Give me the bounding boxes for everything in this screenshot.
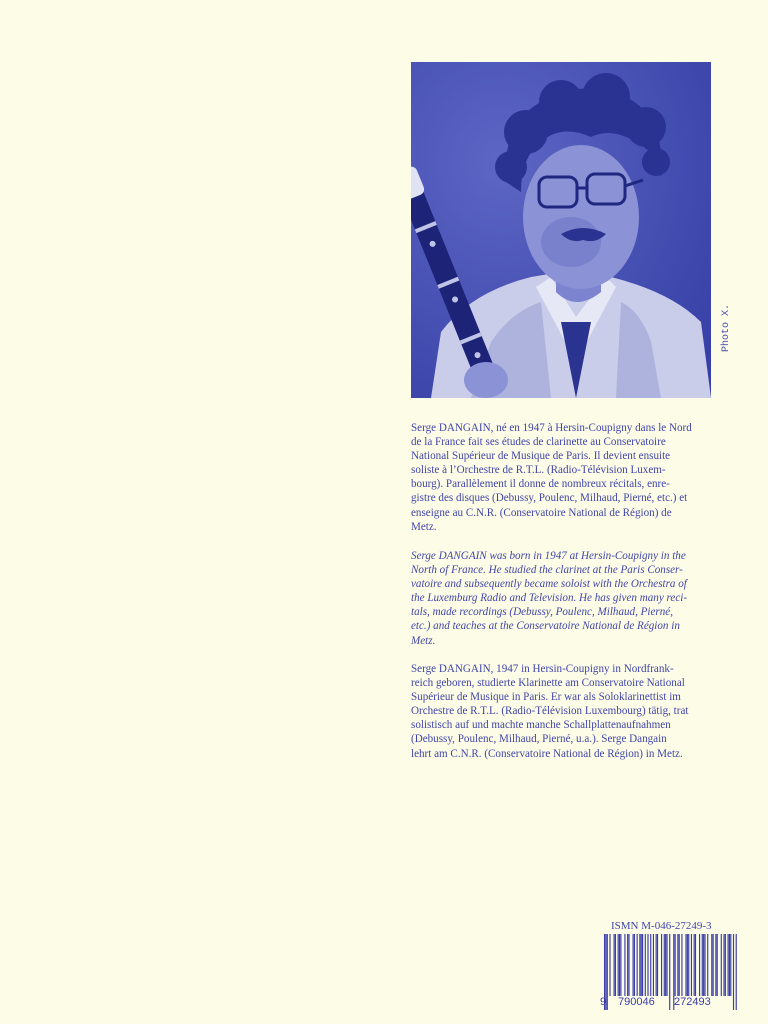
- barcode-bar: [607, 934, 608, 1010]
- barcode-bar: [637, 934, 638, 996]
- barcode-bar: [657, 934, 658, 996]
- barcode-bar: [729, 934, 730, 996]
- text-line: Metz.: [411, 520, 437, 533]
- barcode-bar: [703, 934, 704, 996]
- text-line: Serge DANGAIN, 1947 in Hersin-Coupigny in Nordfrank-: [411, 663, 674, 675]
- barcode-digit-lead: 9: [600, 996, 607, 1008]
- barcode-bar: [661, 934, 662, 996]
- barcode-bar: [647, 934, 648, 996]
- barcode-bar: [723, 934, 724, 996]
- barcode-bar: [645, 934, 646, 996]
- barcode-bar: [642, 934, 643, 996]
- text-line: (Debussy, Poulenc, Milhaud, Pierné, u.a.). Serge Dangain: [411, 733, 667, 746]
- biography-english: [411, 549, 719, 648]
- barcode-bar: [675, 934, 676, 996]
- text-line: de la France fait ses études de clarinette au Conservatoire: [411, 436, 666, 449]
- barcode-bar: [628, 934, 629, 996]
- barcode-bar: [633, 934, 634, 996]
- barcode-bar: [699, 934, 700, 996]
- biography-german: [411, 662, 719, 761]
- barcode-bar: [609, 934, 610, 996]
- text-line: Supérieur de Musique in Paris. Er war als Soloklarinettist im: [411, 691, 681, 704]
- barcode-bar: [717, 934, 718, 996]
- text-line: solistisch auf und machte manche Schallplattenaufnahmen: [411, 719, 671, 732]
- text-line: enseigne au C.N.R. (Conservatoire National de Région) de: [411, 506, 672, 519]
- barcode-digits-right: 272493: [674, 996, 711, 1008]
- barcode-bar: [664, 934, 665, 996]
- text-line: vatoire and subsequently became soloist with the Orchestra of: [411, 578, 687, 591]
- barcode-bar: [704, 934, 705, 996]
- barcode-bar: [736, 934, 737, 1010]
- ismn-number: ISMN M-046-27249-3: [611, 920, 712, 932]
- photo-credit: Photo X.: [721, 303, 732, 352]
- barcode-bar: [681, 934, 682, 996]
- barcode-bar: [679, 934, 680, 996]
- barcode-bar: [677, 934, 678, 996]
- barcode-bar: [615, 934, 616, 996]
- portrait-photo: [411, 62, 711, 398]
- barcode-bar: [695, 934, 696, 996]
- barcode-bar: [691, 934, 692, 996]
- text-line: tals, made recordings (Debussy, Poulenc, Milhaud, Pierné,: [411, 606, 673, 619]
- barcode-bar: [619, 934, 620, 996]
- barcode-bar: [641, 934, 642, 996]
- barcode-bar: [715, 934, 716, 996]
- barcode-bar: [650, 934, 651, 996]
- text-line: Orchestre de R.T.L. (Radio-Télévision Luxembourg) tätig, trat: [411, 705, 689, 718]
- barcode-bar: [730, 934, 731, 996]
- barcode-bar: [665, 934, 666, 996]
- text-line: Serge DANGAIN, né en 1947 à Hersin-Coupigny dans le Nord: [411, 422, 692, 434]
- text-line: Metz.: [411, 634, 436, 647]
- text-line: Serge DANGAIN was born in 1947 at Hersin-Coupigny in the: [411, 550, 686, 562]
- barcode-bar: [713, 934, 714, 996]
- text-line: reich geboren, studierte Klarinette am Conservatoire National: [411, 677, 685, 690]
- barcode-bar: [711, 934, 712, 996]
- barcode-bar: [634, 934, 635, 996]
- barcode-bar: [653, 934, 654, 996]
- barcode-bar: [707, 934, 708, 996]
- barcode-bar: [656, 934, 657, 996]
- text-line: soliste à l’Orchestre de R.T.L. (Radio-Télévision Luxem-: [411, 464, 666, 477]
- text-line: lehrt am C.N.R. (Conservatoire National de Région) in Metz.: [411, 747, 683, 760]
- barcode-bar: [639, 934, 640, 996]
- barcode-bar: [725, 934, 726, 996]
- text-line: bourg). Parallèlement il donne de nombreux récitals, enre-: [411, 478, 670, 491]
- text-line: gistre des disques (Debussy, Poulenc, Milhaud, Pierné, etc.) et: [411, 492, 688, 505]
- barcode-bar: [702, 934, 703, 996]
- barcode-bar: [721, 934, 722, 996]
- biography-french: [411, 421, 719, 534]
- text-line: etc.) and teaches at the Conservatoire National de Région in: [411, 620, 680, 633]
- barcode-bar: [666, 934, 667, 996]
- barcode-bar: [624, 934, 625, 996]
- barcode-digits-left: 790046: [618, 996, 655, 1008]
- portrait-photo-clarinetist-icon: [411, 62, 711, 398]
- barcode-bar: [694, 934, 695, 996]
- barcode-bar: [688, 934, 689, 996]
- barcode-bar: [618, 934, 619, 996]
- barcode-bar: [620, 934, 621, 996]
- barcode-bar: [728, 934, 729, 996]
- text-line: North of France. He studied the clarinet at the Paris Conser-: [411, 564, 683, 577]
- barcode-bar: [669, 934, 670, 1010]
- barcode-bar: [687, 934, 688, 996]
- barcode-bar: [733, 934, 734, 1010]
- barcode-bar: [627, 934, 628, 996]
- barcode-bar: [685, 934, 686, 996]
- barcode-bar: [614, 934, 615, 996]
- text-line: National Supérieur de Musique de Paris. Il devient ensuite: [411, 450, 671, 463]
- text-line: the Luxemburg Radio and Television. He has given many reci-: [411, 592, 688, 605]
